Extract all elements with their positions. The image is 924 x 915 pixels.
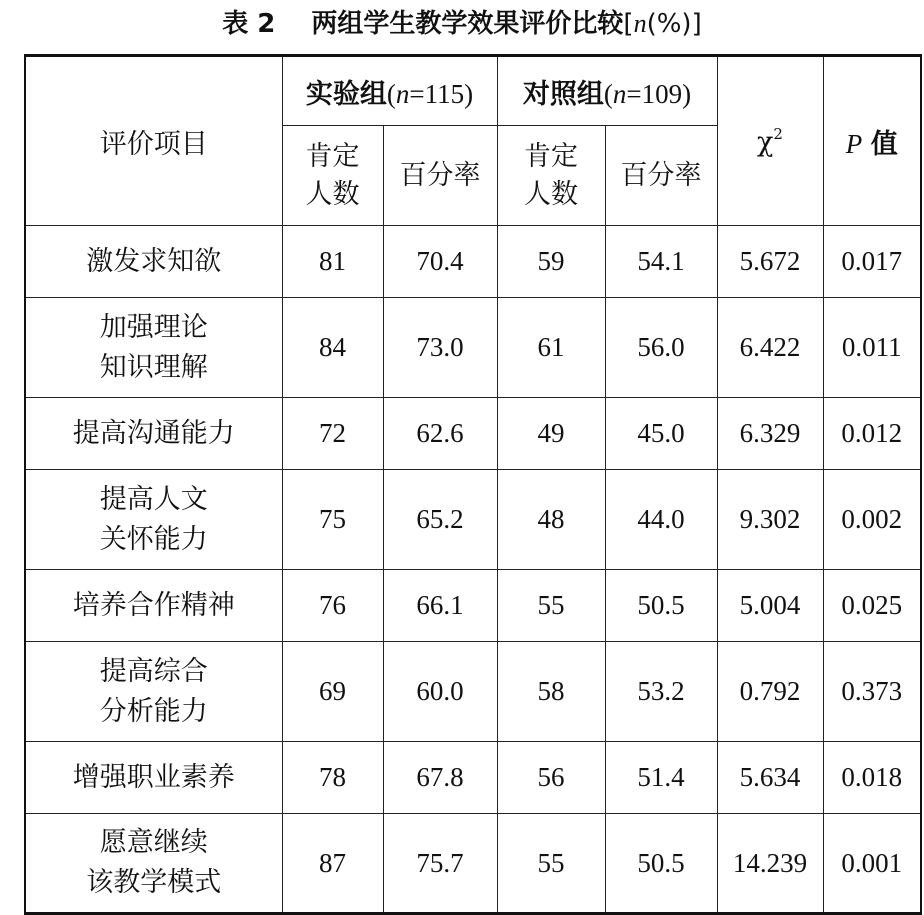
ctrl-count-cell: 48 (497, 470, 605, 570)
header-ctrl-group: 对照组(n=109) (497, 56, 717, 126)
exp-rate-cell: 60.0 (383, 642, 497, 742)
chi-square-cell: 6.422 (717, 298, 823, 398)
table-number: 表 2 (222, 9, 276, 39)
table-body (25, 226, 921, 914)
ctrl-rate-cell: 45.0 (605, 398, 717, 470)
table-caption (0, 4, 924, 44)
ctrl-count-cell: 56 (497, 742, 605, 814)
row-item-label: 提高沟通能力 (25, 398, 282, 470)
ctrl-rate-cell: 56.0 (605, 298, 717, 398)
p-value-cell: 0.025 (823, 570, 921, 642)
row-item-label: 培养合作精神 (25, 570, 282, 642)
header-exp-rate: 百分率 (383, 126, 497, 226)
row-item-label: 提高人文 关怀能力 (25, 470, 282, 570)
exp-rate-cell: 62.6 (383, 398, 497, 470)
row-item-label: 激发求知欲 (25, 226, 282, 298)
header-item: 评价项目 (25, 56, 282, 226)
chi-square-cell: 5.004 (717, 570, 823, 642)
exp-count-cell: 76 (282, 570, 383, 642)
chi-square-cell: 5.672 (717, 226, 823, 298)
header-ctrl-rate: 百分率 (605, 126, 717, 226)
exp-rate-cell: 70.4 (383, 226, 497, 298)
p-value-cell: 0.018 (823, 742, 921, 814)
table-row (25, 398, 921, 470)
header-exp-group: 实验组(n=115) (282, 56, 497, 126)
unit-n: n (633, 9, 647, 38)
header-ctrl-count: 肯定 人数 (497, 126, 605, 226)
table-row (25, 226, 921, 298)
exp-count-cell: 72 (282, 398, 383, 470)
table-row (25, 814, 921, 914)
ctrl-rate-cell: 44.0 (605, 470, 717, 570)
p-value-cell: 0.012 (823, 398, 921, 470)
row-item-label: 提高综合 分析能力 (25, 642, 282, 742)
table-row (25, 570, 921, 642)
table-row (25, 298, 921, 398)
ctrl-rate-cell: 50.5 (605, 570, 717, 642)
p-value-cell: 0.002 (823, 470, 921, 570)
exp-rate-cell: 67.8 (383, 742, 497, 814)
ctrl-count-cell: 58 (497, 642, 605, 742)
unit-close: ] (691, 9, 702, 39)
p-value-cell: 0.017 (823, 226, 921, 298)
ctrl-rate-cell: 53.2 (605, 642, 717, 742)
exp-count-cell: 87 (282, 814, 383, 914)
table-title: 两组学生教学效果评价比较 (311, 9, 624, 39)
ctrl-rate-cell: 51.4 (605, 742, 717, 814)
row-item-label: 加强理论 知识理解 (25, 298, 282, 398)
comparison-table (24, 54, 922, 915)
ctrl-rate-cell: 50.5 (605, 814, 717, 914)
row-item-label: 增强职业素养 (25, 742, 282, 814)
table-row (25, 470, 921, 570)
chi-square-cell: 6.329 (717, 398, 823, 470)
exp-count-cell: 69 (282, 642, 383, 742)
ctrl-rate-cell: 54.1 (605, 226, 717, 298)
exp-count-cell: 81 (282, 226, 383, 298)
chi-square-cell: 5.634 (717, 742, 823, 814)
ctrl-count-cell: 49 (497, 398, 605, 470)
ctrl-count-cell: 55 (497, 570, 605, 642)
exp-rate-cell: 66.1 (383, 570, 497, 642)
ctrl-count-cell: 61 (497, 298, 605, 398)
p-value-cell: 0.001 (823, 814, 921, 914)
exp-rate-cell: 73.0 (383, 298, 497, 398)
exp-rate-cell: 65.2 (383, 470, 497, 570)
p-value-cell: 0.373 (823, 642, 921, 742)
p-value-cell: 0.011 (823, 298, 921, 398)
table-row (25, 742, 921, 814)
chi-square-cell: 9.302 (717, 470, 823, 570)
chi-square-cell: 0.792 (717, 642, 823, 742)
exp-count-cell: 84 (282, 298, 383, 398)
header-p-value: P 值 (823, 56, 921, 226)
ctrl-count-cell: 55 (497, 814, 605, 914)
header-exp-count: 肯定 人数 (282, 126, 383, 226)
unit-open: [ (623, 9, 634, 39)
exp-count-cell: 75 (282, 470, 383, 570)
unit-percent: (%) (646, 9, 692, 39)
ctrl-count-cell: 59 (497, 226, 605, 298)
chi-square-cell: 14.239 (717, 814, 823, 914)
exp-count-cell: 78 (282, 742, 383, 814)
row-item-label: 愿意继续 该教学模式 (25, 814, 282, 914)
exp-rate-cell: 75.7 (383, 814, 497, 914)
header-chi-square: $\chi^2$ (717, 56, 823, 226)
table-row (25, 642, 921, 742)
